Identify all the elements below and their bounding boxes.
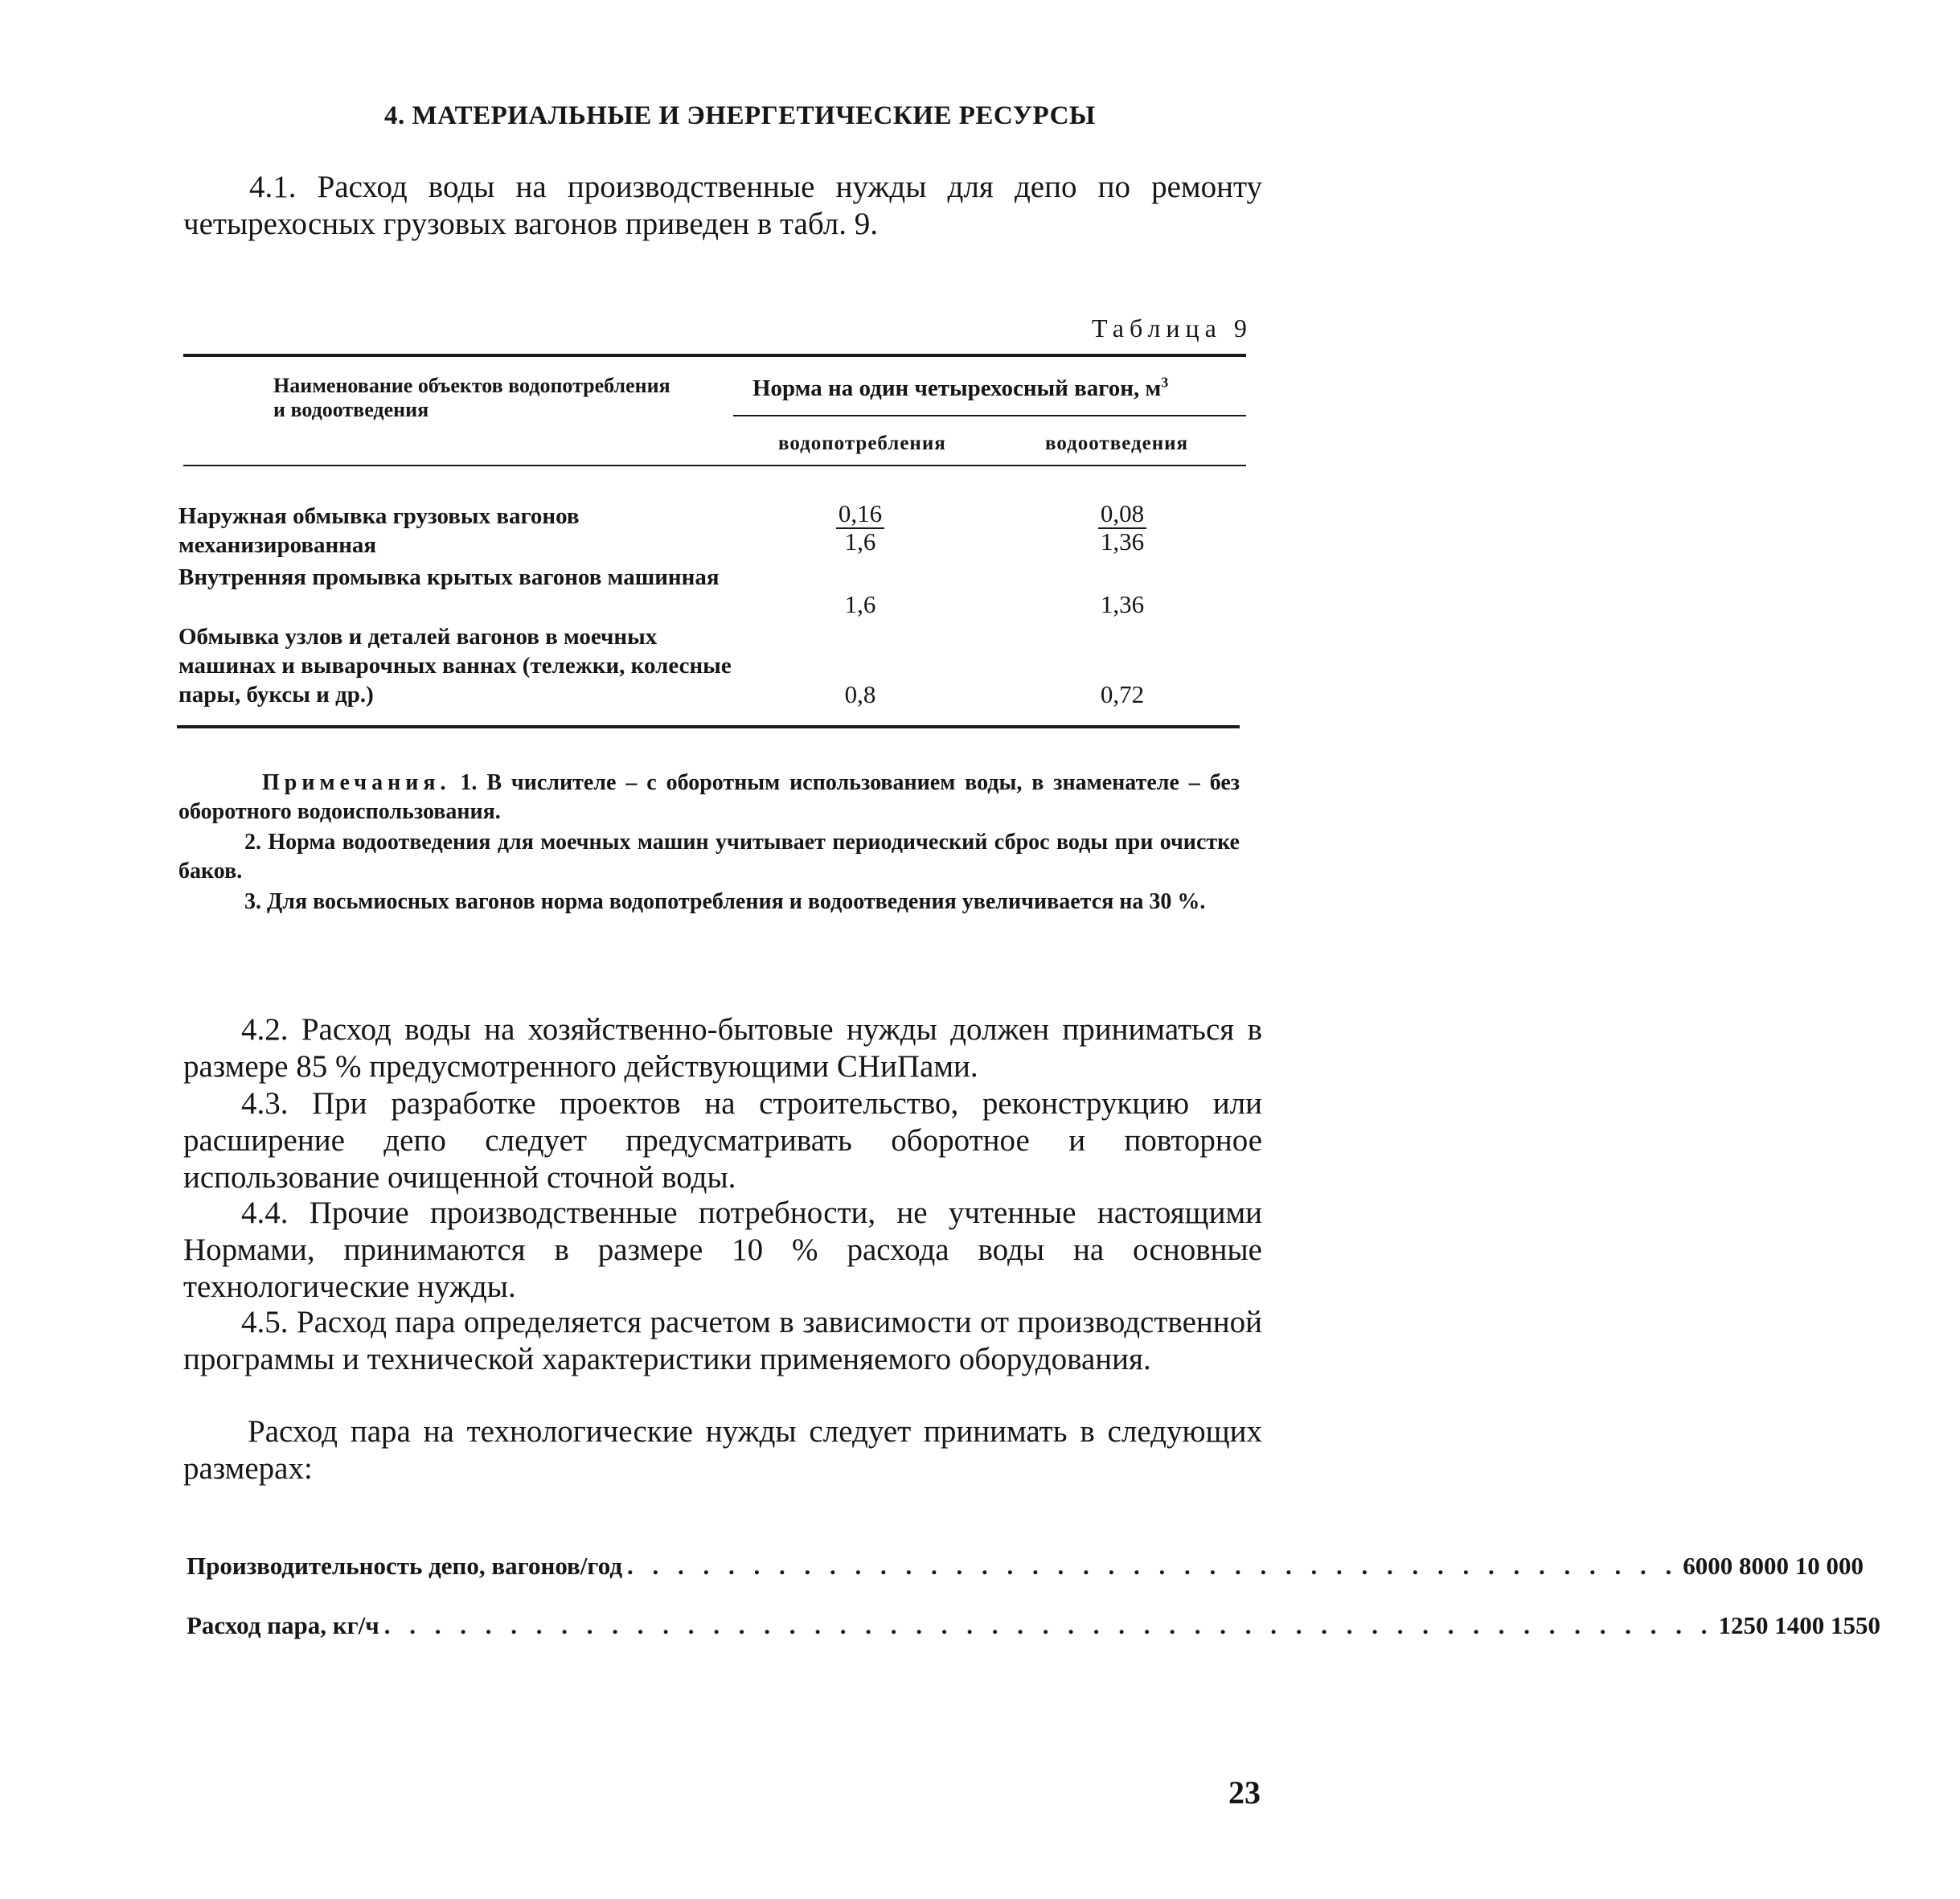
steam-row-capacity-values: 6000 8000 10 000: [1683, 1552, 1864, 1580]
table-row-3-consumption: 0,8: [844, 680, 876, 708]
notes-title: Примечания.: [262, 770, 451, 795]
table-row-1-disposal-den: 1,36: [1100, 527, 1145, 556]
paragraph-steam: Расход пара на технологические нужды следует принимать в следующих размерах:: [183, 1414, 1262, 1486]
table-header-norm-text: Норма на один четырехосный вагон, м: [752, 375, 1162, 401]
table-bottom-rule: [177, 725, 1240, 728]
table-row-1-consumption-den: 1,6: [844, 527, 876, 556]
steam-row-consumption-values: 1250 1400 1550: [1718, 1611, 1881, 1639]
note-2: 2. Норма водоотведения для моечных машин учитывает периодический сброс воды при очистке баков.: [178, 830, 1240, 884]
table-header-norm: [752, 376, 1168, 400]
table-row-2-consumption: 1,6: [844, 590, 876, 618]
paragraph-4-5: 4.5. Расход пара определяется расчетом в зависимости от производственной программы и технической характеристики применяемого оборудования.: [183, 1305, 1262, 1376]
table-header-norm-sup: 3: [1161, 374, 1169, 391]
leader-dots: . . . . . . . . . . . . . . . . . . . . . . . . . . . . . . . . . . . . . . . . . .: [627, 1552, 1679, 1580]
steam-row-consumption-label: Расход пара, кг/ч: [187, 1611, 379, 1639]
note-3: 3. Для восьмиосных вагонов норма водопотребления и водоотведения увеличивается на 30 %.: [244, 889, 1206, 914]
table-header-name: Наименование объектов водопотребления и водоотведения: [273, 374, 670, 421]
paragraph-4-3: 4.3. При разработке проектов на строительство, реконструкцию или расширение депо следует предусматривать оборотное и повторное использование очищенной сточной воды.: [183, 1086, 1262, 1195]
table-subheader-rule: [733, 415, 1246, 416]
paragraph-4-4: 4.4. Прочие производственные потребности, не учтенные настоящими Нормами, принимаются в размере 10 % расхода воды на основные технологические нужды.: [183, 1196, 1262, 1304]
table-row-1-disposal: [1074, 499, 1171, 556]
table-row-1-disposal-num: 0,08: [1098, 502, 1146, 529]
table-row-1-consumption-num: 0,16: [836, 502, 884, 529]
table-subheader-consumption: водопотребления: [778, 433, 946, 454]
note-1-text: 1. В числителе – с оборотным использованием воды, в знаменателе – без оборотного водоиспользования.: [178, 770, 1240, 824]
table-header-rule: [183, 465, 1246, 466]
table-row-3-name: Обмывка узлов и деталей вагонов в моечных машинах и выварочных ваннах (тележки, колесные пары, буксы и др.): [178, 624, 732, 708]
table-row-3-disposal: 0,72: [1100, 680, 1145, 708]
steam-row-consumption: [187, 1611, 1881, 1640]
leader-dots: . . . . . . . . . . . . . . . . . . . . . . . . . . . . . . . . . . . . . . . . . . . . . . . . . . . . .: [383, 1611, 1714, 1639]
steam-row-capacity: [187, 1552, 1864, 1581]
paragraph-4-1: 4.1. Расход воды на производственные нужды для депо по ремонту четырехосных грузовых вагонов приведен в табл. 9.: [183, 170, 1262, 241]
paragraph-4-2: 4.2. Расход воды на хозяйственно-бытовые нужды должен приниматься в размере 85 % предусмотренного действующими СНиПами.: [183, 1012, 1262, 1084]
table-top-rule: [183, 354, 1246, 357]
table-row-1-name: Наружная обмывка грузовых вагонов механизированная: [178, 503, 580, 558]
table-subheader-disposal: водоотведения: [1045, 433, 1189, 454]
steam-row-capacity-label: Производительность депо, вагонов/год: [187, 1552, 623, 1580]
table-row-2-disposal: 1,36: [1100, 590, 1145, 618]
table-row-2-name: Внутренняя промывка крытых вагонов машинная: [178, 564, 720, 590]
page-number: 23: [1228, 1774, 1261, 1811]
table-row-1-consumption: [812, 499, 908, 556]
note-1: [178, 769, 1240, 826]
table-label: Таблица 9: [1092, 314, 1253, 342]
section-heading: 4. МАТЕРИАЛЬНЫЕ И ЭНЕРГЕТИЧЕСКИЕ РЕСУРСЫ: [384, 101, 1096, 130]
